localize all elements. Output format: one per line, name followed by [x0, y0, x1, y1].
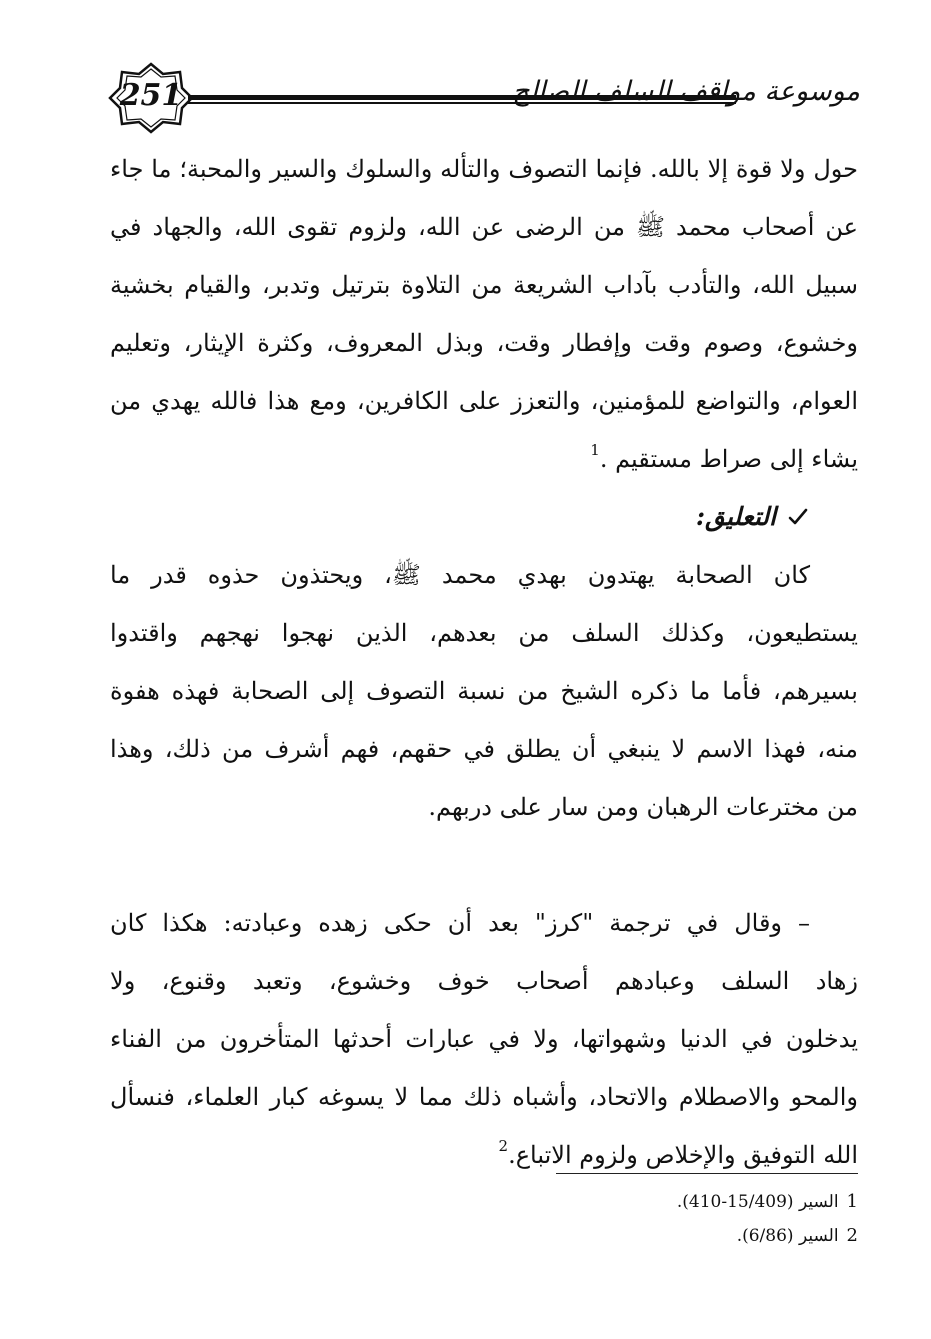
- paragraph-gap: [110, 836, 858, 894]
- text-line: يستطيعون، وكذلك السلف من بعدهم، الذين نهجوا نهجهم واقتدوا: [110, 619, 858, 647]
- text-line: [110, 1126, 858, 1184]
- main-text: [110, 140, 858, 1184]
- text-line: – وقال في ترجمة "كرز" بعد أن حكى زهده وعبادته: هكذا كان: [110, 909, 810, 937]
- text-line: عن أصحاب محمد ﷺ من الرضى عن الله، ولزوم تقوى الله، والجهاد في: [110, 213, 858, 241]
- footnote-text: السير (15/409-410).: [676, 1192, 839, 1212]
- text-line: من مخترعات الرهبان ومن سار على دربهم.: [428, 793, 858, 821]
- footnote-number: 2: [846, 1225, 858, 1246]
- footnote-separator: [556, 1173, 858, 1174]
- book-title: موسوعة مواقف السلف الصالح: [512, 76, 860, 107]
- footnote-ref: 1: [590, 441, 600, 459]
- text-line: بسيرهم، فأما ما ذكره الشيخ من نسبة التصوف إلى الصحابة فهذه هفوة: [110, 677, 858, 705]
- text-line: كان الصحابة يهتدون بهدي محمد ﷺ، ويحتذون حذوه قدر ما: [110, 561, 810, 589]
- text-line: حول ولا قوة إلا بالله. فإنما التصوف والتأله والسلوك والسير والمحبة؛ ما جاء: [110, 155, 858, 183]
- text-fragment: يشاء إلى صراط مستقيم .: [599, 445, 858, 473]
- page-number: 251: [119, 78, 183, 113]
- page-header: [108, 62, 860, 134]
- section-heading-text: التعليق:: [695, 502, 776, 531]
- text-line: سبيل الله، والتأدب بآداب الشريعة من التلاوة بترتيل وتدبر، والقيام بخشية: [110, 271, 858, 299]
- footnotes: [556, 1185, 858, 1253]
- page-number-badge: [108, 62, 194, 134]
- footnote: [556, 1185, 858, 1219]
- text-line: وخشوع، وصوم وقت وإفطار وقت، وبذل المعروف، وكثرة الإيثار، وتعليم: [110, 329, 858, 357]
- footnote: [556, 1219, 858, 1253]
- footnote-ref: 2: [498, 1137, 509, 1155]
- text-line: يدخلون في الدنيا وشهواتها، ولا في عبارات أحدثها المتأخرون من الفناء: [110, 1025, 858, 1053]
- section-heading: [110, 488, 858, 546]
- text-line: منه، فهذا الاسم لا ينبغي أن يطلق في حقهم، فهم أشرف من ذلك، وهذا: [110, 735, 858, 763]
- text-line: والمحو والاصطلام والاتحاد، وأشباه ذلك مما لا يسوغه كبار العلماء، فنسأل: [110, 1083, 858, 1111]
- footnote-number: 1: [846, 1191, 858, 1212]
- text-fragment: الله التوفيق والإخلاص ولزوم الاتباع.: [508, 1141, 858, 1169]
- footnote-text: السير (6/86).: [736, 1226, 839, 1246]
- text-line: العوام، والتواضع للمؤمنين، والتعزز على الكافرين، ومع هذا فالله يهدي من: [110, 387, 858, 415]
- checkmark-icon: [788, 507, 808, 527]
- text-line: زهاد السلف وعبادهم أصحاب خوف وخشوع، وتعبد وقنوع، ولا: [110, 967, 858, 995]
- text-line: [110, 430, 858, 488]
